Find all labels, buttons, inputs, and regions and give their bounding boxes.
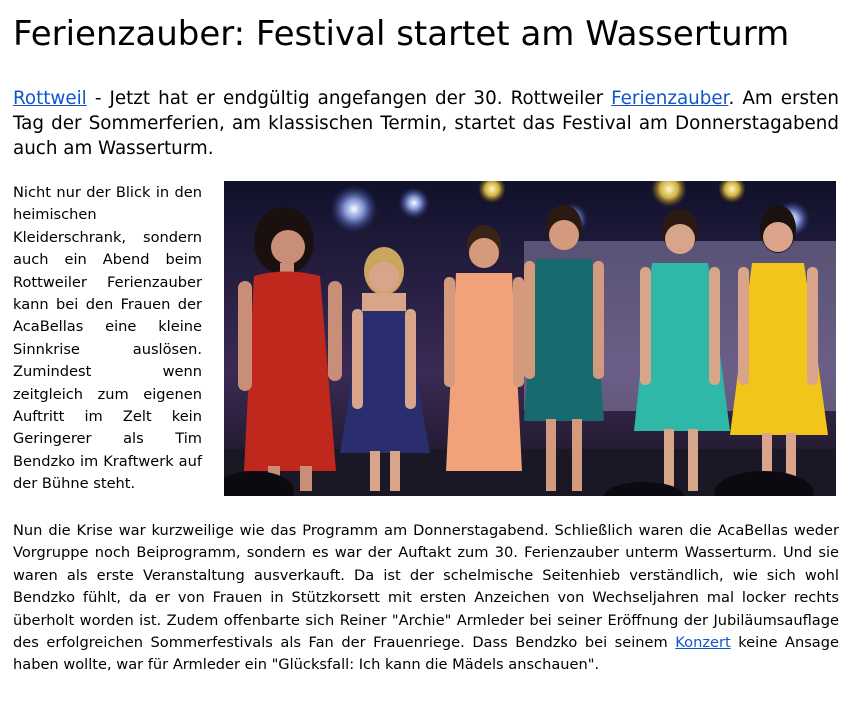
lead-text-2: . Am ersten Tag der Sommerferien, am klassischen Termin, startet das Festival am Donnerstagabend auch am Wasserturm. [13,88,839,159]
side-paragraph: Nicht nur der Blick in den heimischen Kleiderschrank, sondern auch ein Abend beim Rottweiler Ferienzauber kann bei den Frauen der AcaBellas eine kleine Sinnkrise auslösen. Zumindest wenn zeitgleich zum eigenen Auftritt im Zelt kein Geringerer als Tim Bendzko im Kraftwerk auf der Bühne steht. [13,184,202,493]
article-title: Ferienzauber: Festival startet am Wasserturm [13,14,790,54]
lead-paragraph [13,86,839,161]
body-text-1: Nun die Krise war kurzweilige wie das Programm am Donnerstagabend. Schließlich waren die AcaBellas weder Vorgruppe noch Beiprogramm, sondern es war der Auftakt zum 30. Ferienzauber unterm Wasserturm. Und sie waren als erste Veranstaltung ausverkauft. Da ist der schelmische Seitenhieb verständlich, wie sich wohl Bendzko fühlt, da er von Frauen in Stützkorsett mit ersten Anzeichen von Wechseljahren mal locker rechts überholt worden ist. Zudem offenbarte sich Reiner "Archie" Armleder bei seiner Eröffnung der Jubiläumsauflage des erfolgreichen Sommerfestivals als Fan der Frauenriege. Dass Bendzko bei seinem [13,522,839,652]
lead-text-1: - Jetzt hat er endgültig angefangen der 30. Rottweiler [86,88,612,109]
link-konzert[interactable]: Konzert [675,634,731,652]
link-ferienzauber[interactable]: Ferienzauber [611,88,729,109]
body-text-2: keine Ansage haben wollte, war für Armleder ein "Glücksfall: Ich kann die Mädels anschauen". [13,634,839,674]
link-rottweil[interactable]: Rottweil [13,88,87,109]
stage-photo-illustration [224,181,836,496]
body-paragraph [13,520,839,677]
article-photo [224,181,836,496]
